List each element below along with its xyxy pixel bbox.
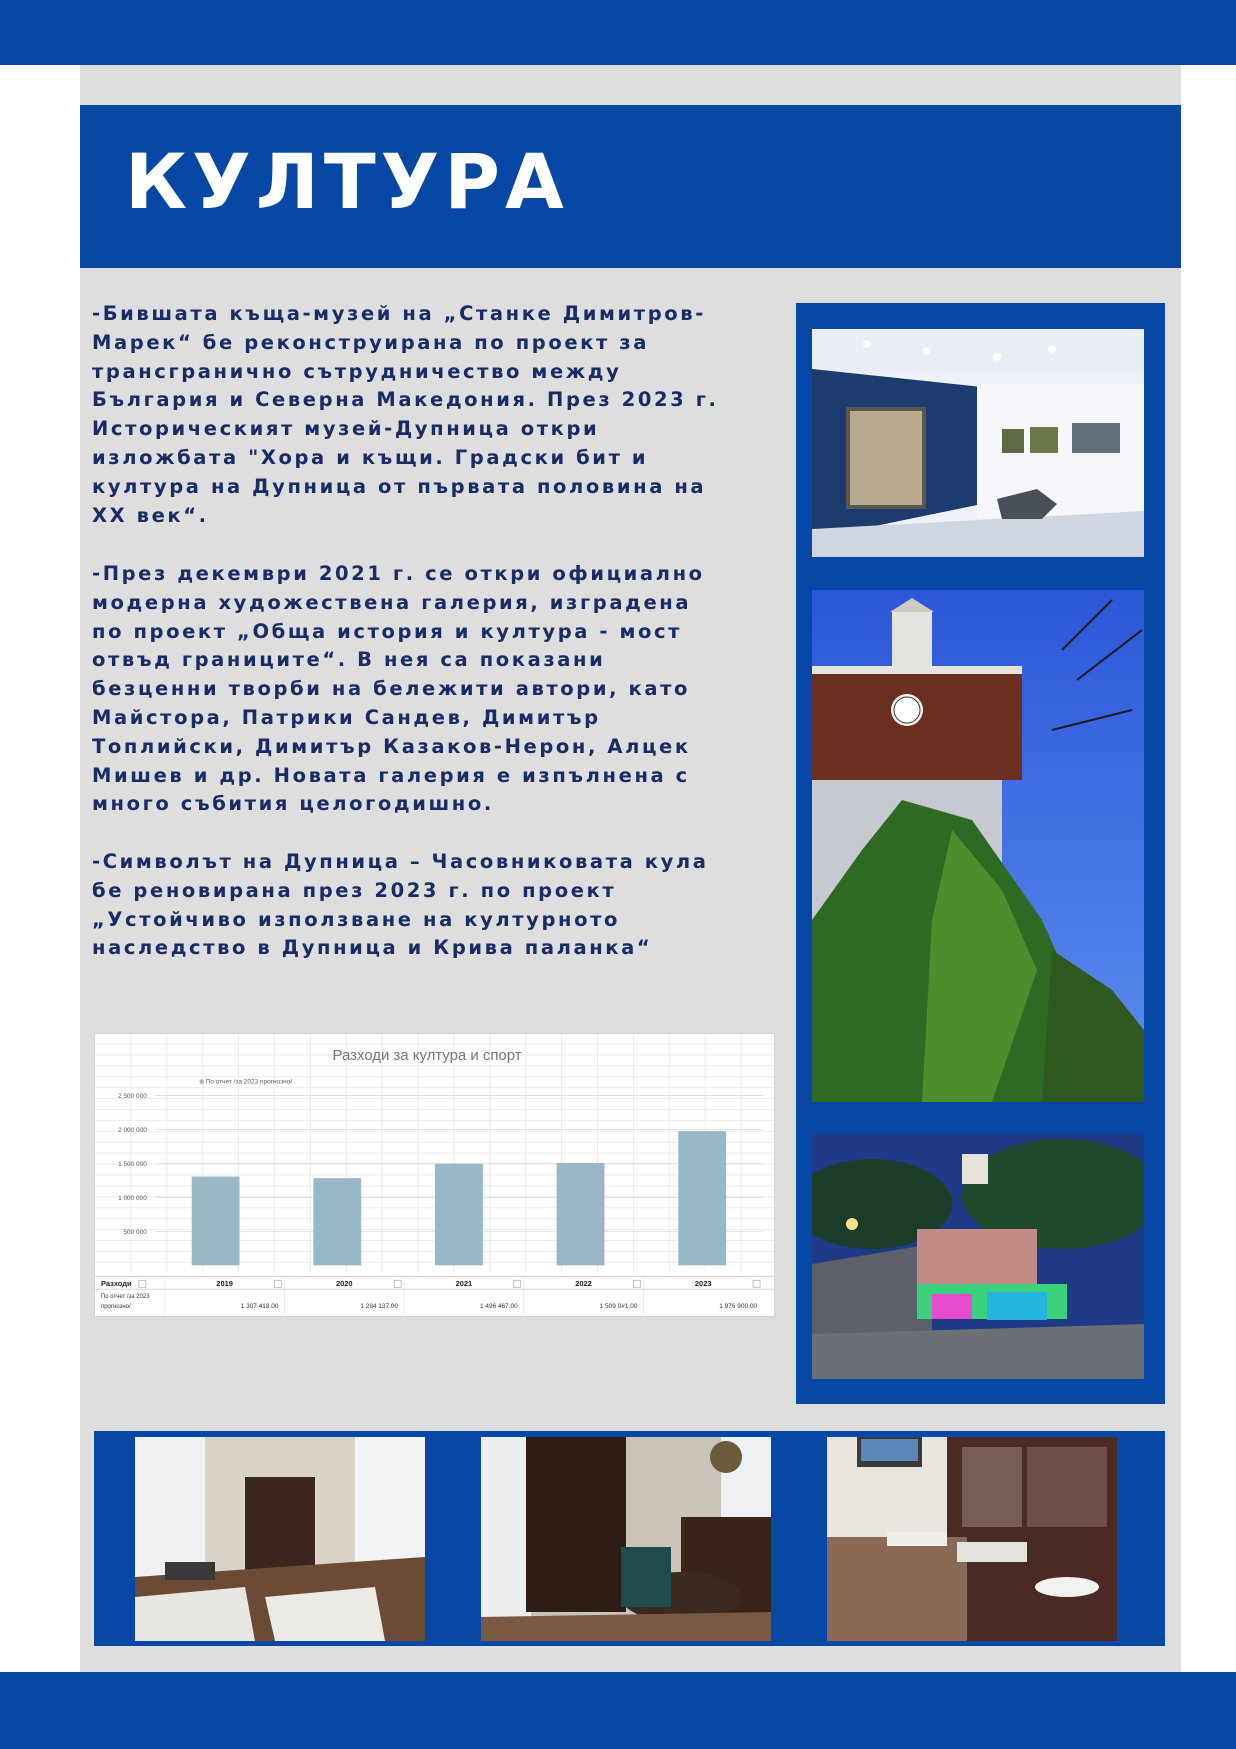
museum-room-cupboard-photo [827, 1437, 1117, 1641]
y-tick-label: 500 000 [123, 1228, 147, 1236]
table-value: 1 509 0#1.00 [599, 1303, 638, 1311]
table-row-label-line1: По отчет /за 2023 [100, 1294, 150, 1301]
bar-2019 [192, 1177, 240, 1266]
expenses-chart [94, 1033, 775, 1317]
y-tick-label: 2 000 000 [118, 1127, 147, 1135]
text-line: -През декември 2021 г. се откри официално [92, 562, 705, 585]
text-line: Мишев и др. Новата галерия е изпълнена с [92, 763, 690, 787]
page-title: КУЛТУРА [125, 137, 569, 226]
text-line: Марек“ бе реконструирана по проект за [92, 330, 649, 354]
bottom-blue-band [0, 1672, 1236, 1749]
chart-title: Разходи за култура и спорт [332, 1046, 522, 1064]
chart-data-table [95, 1276, 774, 1316]
bar-2023 [678, 1131, 726, 1265]
text-line: Топлийски, Димитър Казаков-Нерон, Алцек [92, 734, 691, 758]
text-line: България и Северна Македония. През 2023 г. [92, 388, 719, 412]
bar-2020 [313, 1178, 361, 1265]
table-year-label: 2021 [455, 1279, 473, 1289]
table-value: 1 496 467.00 [479, 1303, 518, 1311]
text-line: Историческият музей-Дупница откри [92, 417, 600, 441]
filter-dropdown-icon [753, 1280, 760, 1287]
table-year-label: 2023 [694, 1279, 712, 1289]
y-axis-ticks [118, 1093, 147, 1236]
top-blue-band [0, 0, 1236, 65]
legend-marker [199, 1079, 204, 1084]
paragraph-clock-tower [92, 848, 782, 963]
bar-2022 [557, 1163, 605, 1265]
table-header-label: Разходи [100, 1279, 132, 1289]
text-line: -Бившата къща-музей на „Станке Димитров- [92, 302, 706, 325]
table-year-label: 2019 [216, 1279, 233, 1289]
table-value: 1 976 900.00 [719, 1303, 758, 1311]
table-value: 1 284 137.00 [360, 1303, 399, 1311]
illuminated-square-photo [812, 1134, 1144, 1379]
text-line: трансгранично сътрудничество между [92, 359, 622, 383]
text-line: изложбата "Хора и къщи. Градски бит и [92, 445, 649, 469]
bar-2021 [435, 1164, 483, 1266]
chart-bars [192, 1131, 726, 1265]
text-line: XX век“. [92, 503, 209, 527]
y-tick-label: 2 500 000 [118, 1093, 147, 1101]
table-year-label: 2022 [575, 1279, 592, 1289]
table-row-label-line2: прогнозно/ [100, 1304, 131, 1311]
text-line: „Устойчиво използване на културното [92, 907, 620, 931]
gallery-interior-photo [812, 329, 1144, 557]
expenses-chart-svg [95, 1034, 774, 1316]
chart-legend: По отчет /за 2023 прогнозно/ [205, 1078, 293, 1086]
text-line: безценни творби на бележити автори, като [92, 677, 691, 701]
museum-room-newspapers-photo [135, 1437, 425, 1641]
text-line: отвъд границите“. В нея са показани [92, 648, 606, 672]
filter-dropdown-icon [514, 1280, 521, 1287]
filter-dropdown-icon [633, 1280, 640, 1287]
museum-room-table-photo [481, 1437, 771, 1641]
filter-dropdown-icon [394, 1280, 401, 1287]
clock-tower-photo [812, 590, 1144, 1102]
text-line: Майстора, Патрики Сандев, Димитър [92, 705, 601, 729]
text-line: по проект „Обща история и култура - мост [92, 619, 683, 643]
paragraph-art-gallery [92, 560, 782, 819]
text-line: -Символът на Дупница – Часовниковата кула [92, 850, 709, 873]
text-line: наследство в Дупница и Крива паланка“ [92, 936, 653, 960]
y-tick-label: 1 500 000 [118, 1160, 147, 1168]
text-line: бе реновирана през 2023 г. по проект [92, 878, 617, 902]
filter-dropdown-icon [274, 1280, 281, 1287]
table-value: 1 307 418.00 [240, 1303, 279, 1311]
filter-dropdown-icon [139, 1280, 146, 1287]
text-line: много събития целогодишно. [92, 792, 494, 816]
paragraph-house-museum [92, 300, 782, 530]
y-tick-label: 1 000 000 [118, 1194, 147, 1202]
text-line: модерна художествена галерия, изградена [92, 590, 692, 614]
text-line: култура на Дупница от първата половина на [92, 474, 707, 498]
table-year-label: 2020 [335, 1279, 353, 1289]
